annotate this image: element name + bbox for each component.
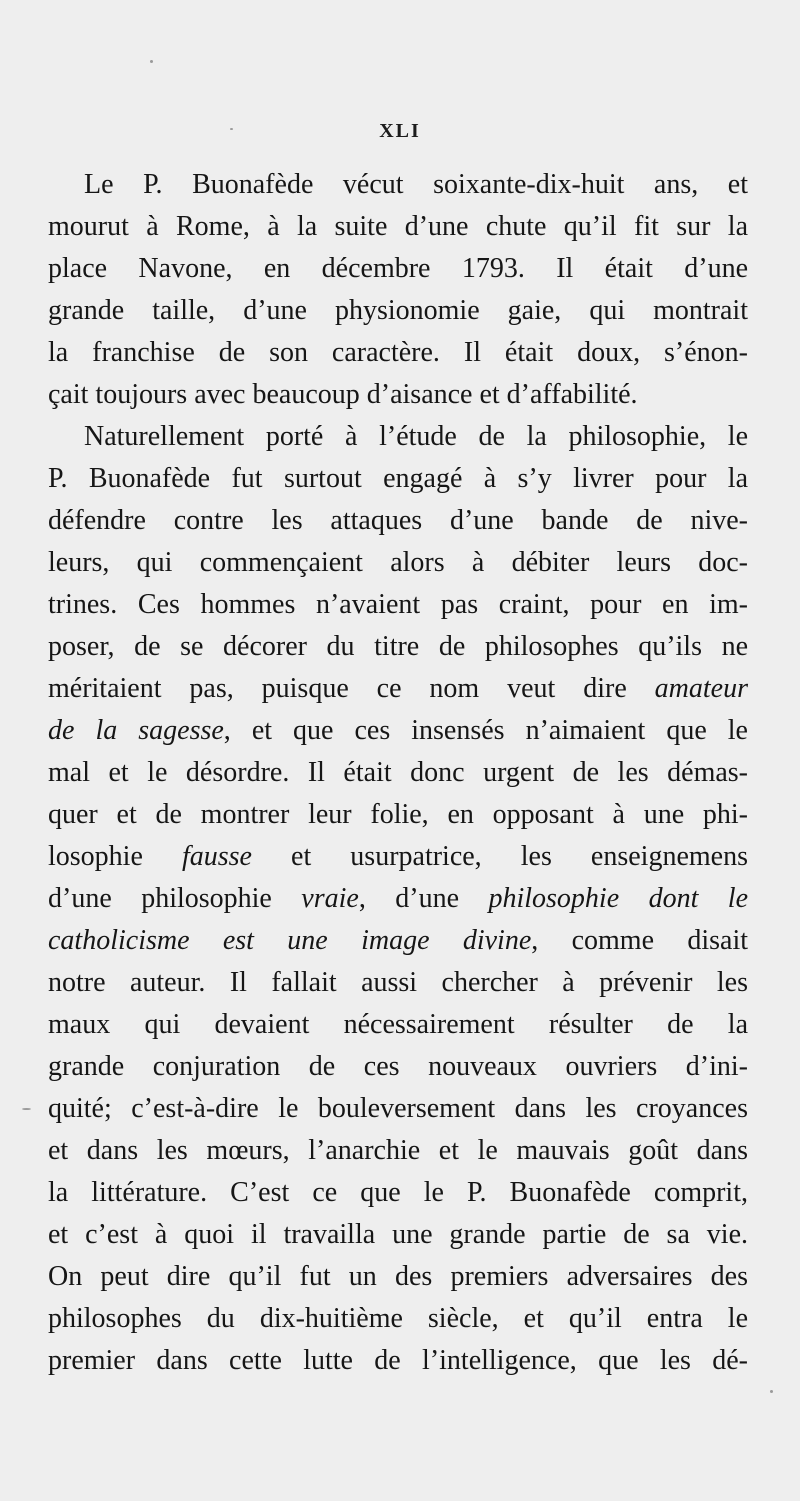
text-line bbox=[48, 752, 748, 794]
text-line bbox=[48, 1172, 748, 1214]
text-segment: premier dans cette lutte de l’intelligence, que les dé- bbox=[48, 1345, 748, 1376]
text-segment: maux qui devaient nécessairement résulter de la bbox=[48, 1009, 748, 1040]
text-segment: méritaient pas, puisque ce nom veut dire bbox=[48, 673, 655, 704]
text-line bbox=[48, 1130, 748, 1172]
text-line bbox=[48, 1256, 748, 1298]
text-segment: la littérature. C’est ce que le P. Buonafède comprit, bbox=[48, 1177, 748, 1208]
text-line bbox=[48, 836, 748, 878]
text-line bbox=[48, 332, 748, 374]
text-segment: çait toujours avec beaucoup d’aisance et d’affabilité. bbox=[48, 379, 638, 410]
body-text bbox=[48, 164, 748, 1382]
page-number-heading: XLI bbox=[379, 120, 421, 142]
text-line bbox=[48, 206, 748, 248]
text-line bbox=[48, 1004, 748, 1046]
text-segment: Naturellement porté à l’étude de la philosophie, le bbox=[84, 421, 748, 452]
text-line bbox=[48, 374, 748, 416]
text-line bbox=[48, 416, 748, 458]
text-segment: défendre contre les attaques d’une bande de nive- bbox=[48, 505, 748, 536]
text-line bbox=[48, 962, 748, 1004]
text-segment: , d’une bbox=[358, 883, 489, 914]
text-line bbox=[48, 626, 748, 668]
text-segment: grande taille, d’une physionomie gaie, qui montrait bbox=[48, 295, 748, 326]
text-segment: trines. Ces hommes n’avaient pas craint, pour en im- bbox=[48, 589, 748, 620]
text-segment: quer et de montrer leur folie, en opposant à une phi- bbox=[48, 799, 748, 830]
text-line bbox=[48, 458, 748, 500]
text-line bbox=[48, 542, 748, 584]
text-line bbox=[48, 164, 748, 206]
text-segment: P. Buonafède fut surtout engagé à s’y livrer pour la bbox=[48, 463, 748, 494]
text-line bbox=[48, 1298, 748, 1340]
text-line bbox=[48, 500, 748, 542]
paper-speck bbox=[770, 1390, 773, 1393]
text-segment: la franchise de son caractère. Il était doux, s’énon- bbox=[48, 337, 748, 368]
text-segment: mourut à Rome, à la suite d’une chute qu’il fit sur la bbox=[48, 211, 748, 242]
text-segment: On peut dire qu’il fut un des premiers adversaires des bbox=[48, 1261, 748, 1292]
text-segment: , comme disait bbox=[531, 925, 749, 956]
text-line bbox=[48, 668, 748, 710]
italic-text: fausse bbox=[181, 841, 252, 872]
text-line bbox=[48, 1088, 748, 1130]
text-line bbox=[48, 584, 748, 626]
text-line bbox=[48, 710, 748, 752]
text-line bbox=[48, 794, 748, 836]
text-line bbox=[48, 1340, 748, 1382]
text-segment: losophie bbox=[48, 841, 182, 872]
text-segment: et c’est à quoi il travailla une grande partie de sa vie. bbox=[48, 1219, 748, 1250]
text-segment: d’une philosophie bbox=[48, 883, 302, 914]
text-line bbox=[48, 1214, 748, 1256]
text-line bbox=[48, 878, 748, 920]
text-segment: notre auteur. Il fallait aussi chercher à prévenir les bbox=[48, 967, 748, 998]
text-segment: , et que ces insensés n’aimaient que le bbox=[223, 715, 748, 746]
italic-text: philosophie dont le bbox=[488, 883, 748, 914]
text-segment: poser, de se décorer du titre de philosophes qu’ils ne bbox=[48, 631, 748, 662]
text-segment: et dans les mœurs, l’anarchie et le mauvais goût dans bbox=[48, 1135, 748, 1166]
paper-speck bbox=[150, 60, 153, 63]
text-segment: Le P. Buonafède vécut soixante-dix-huit ans, et bbox=[84, 169, 748, 200]
italic-text: amateur bbox=[654, 673, 748, 704]
italic-text: de la sagesse bbox=[48, 715, 224, 746]
text-segment: et usurpatrice, les enseignemens bbox=[251, 841, 748, 872]
text-segment: grande conjuration de ces nouveaux ouvriers d’ini- bbox=[48, 1051, 748, 1082]
text-line bbox=[48, 1046, 748, 1088]
text-segment: quité; c’est-à-dire le bouleversement dans les croyances bbox=[48, 1093, 748, 1124]
text-segment: leurs, qui commençaient alors à débiter leurs doc- bbox=[48, 547, 748, 578]
italic-text: catholicisme est une image divine bbox=[48, 925, 532, 956]
text-segment: philosophes du dix-huitième siècle, et qu’il entra le bbox=[48, 1303, 748, 1334]
paper-speck bbox=[22, 1108, 31, 1110]
italic-text: vraie bbox=[301, 883, 359, 914]
text-segment: place Navone, en décembre 1793. Il était d’une bbox=[48, 253, 748, 284]
text-line bbox=[48, 248, 748, 290]
text-line bbox=[48, 920, 748, 962]
text-line bbox=[48, 290, 748, 332]
text-segment: mal et le désordre. Il était donc urgent de les démas- bbox=[48, 757, 748, 788]
